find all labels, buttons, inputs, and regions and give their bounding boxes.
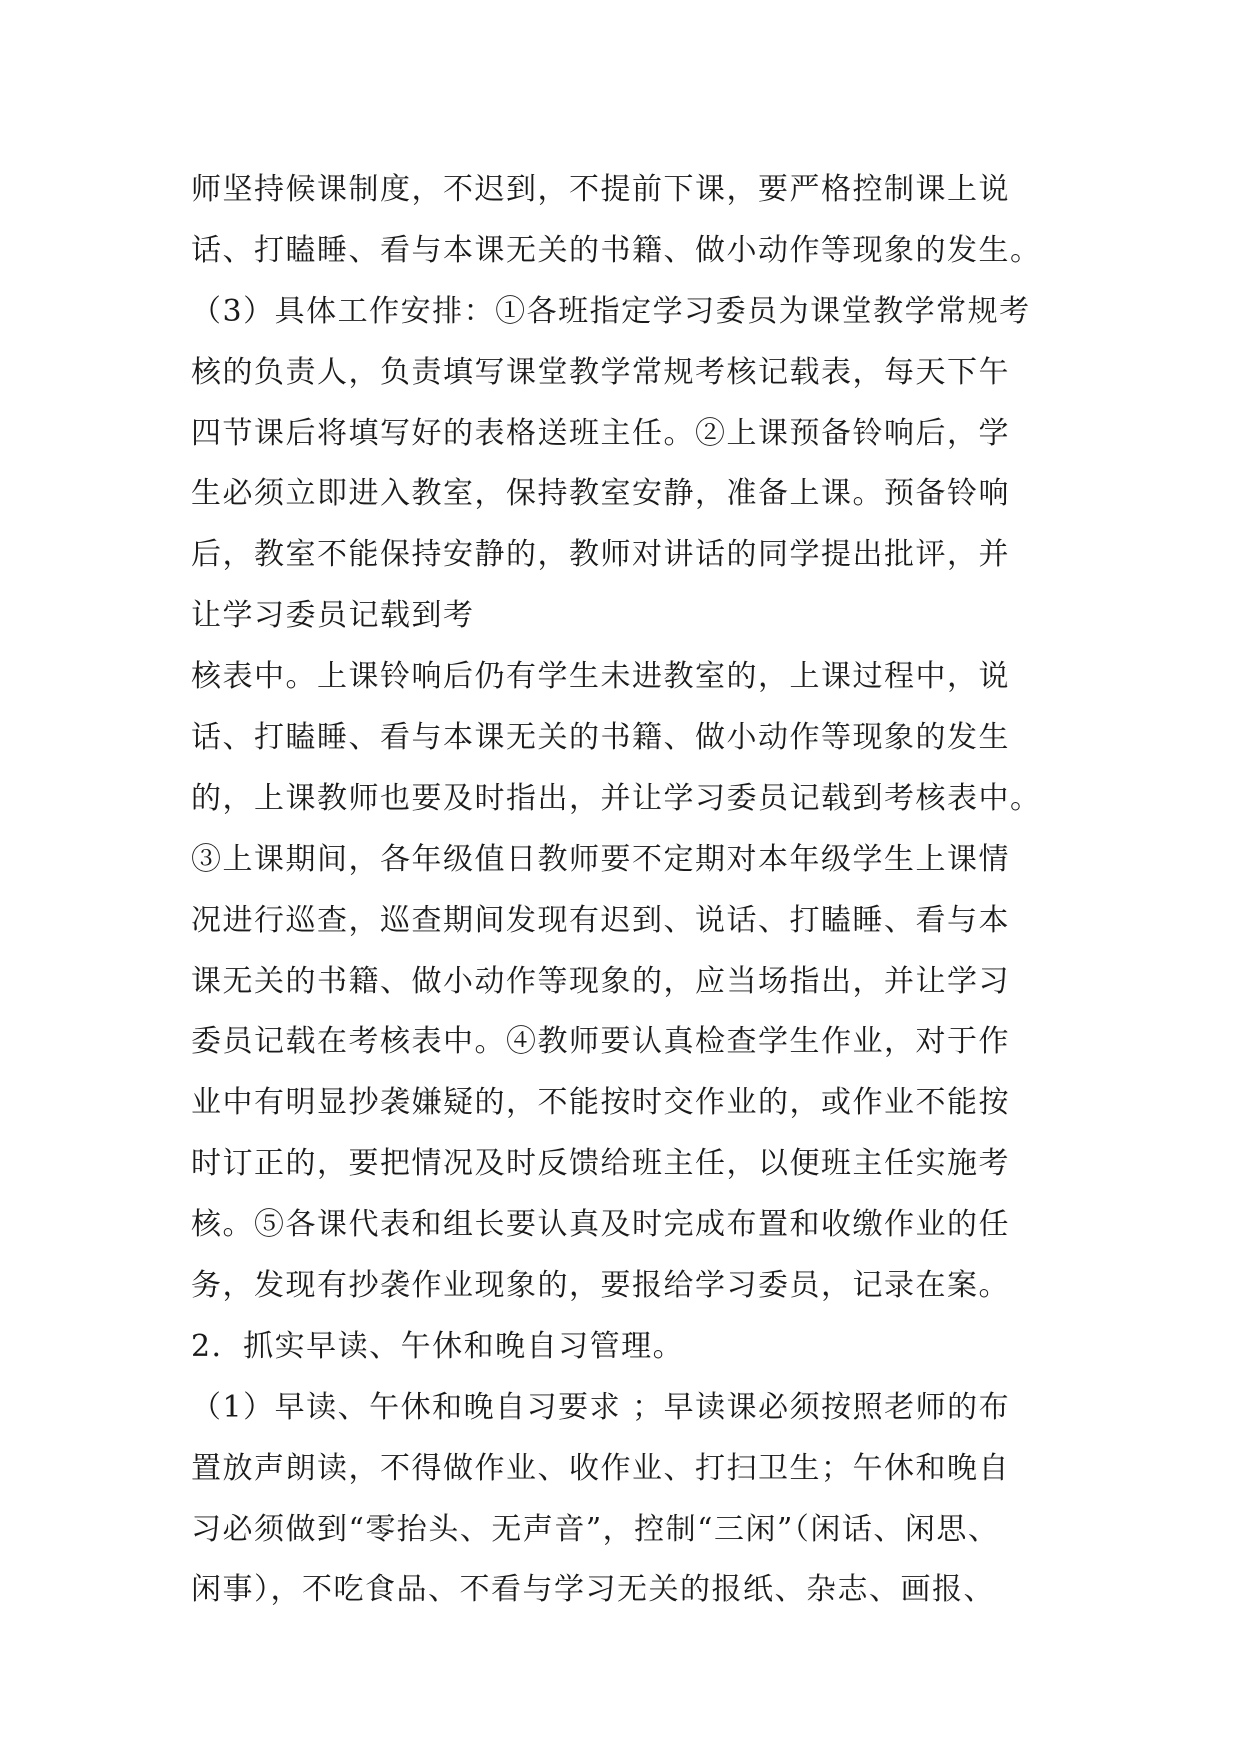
text-line: ③上课期间，各年级值日教师要不定期对本年级学生上课情 bbox=[191, 841, 1010, 877]
body-text bbox=[191, 160, 1071, 1621]
text-line: （1）早读、午休和晚自习要求 ；早读课必须按照老师的布 bbox=[191, 1389, 1011, 1425]
text-line: 业中有明显抄袭嫌疑的，不能按时交作业的，或作业不能按 bbox=[191, 1085, 1010, 1121]
text-line: 师坚持候课制度，不迟到，不提前下课，要严格控制课上说 bbox=[191, 172, 1010, 207]
text-line: 生必须立即进入教室，保持教室安静，准备上课。预备铃响 bbox=[191, 476, 1010, 512]
text-line: 习必须做到“零抬头、无声音”，控制“三闲”（闲话、闲思、 bbox=[191, 1511, 1000, 1547]
text-line: （3）具体工作安排：①各班指定学习委员为课堂教学常规考 bbox=[191, 293, 1031, 329]
text-line: 务，发现有抄袭作业现象的，要报给学习委员，记录在案。 bbox=[191, 1268, 1010, 1304]
text-line: 置放声朗读，不得做作业、收作业、打扫卫生；午休和晚自 bbox=[191, 1450, 1010, 1486]
text-line: 核表中。上课铃响后仍有学生未进教室的，上课过程中，说 bbox=[191, 659, 1010, 695]
text-line: 四节课后将填写好的表格送班主任。②上课预备铃响后，学 bbox=[191, 415, 1010, 451]
text-line: 核的负责人，负责填写课堂教学常规考核记载表，每天下午 bbox=[191, 354, 1010, 390]
text-line: 况进行巡查，巡查期间发现有迟到、说话、打瞌睡、看与本 bbox=[191, 902, 1010, 938]
text-line: 话、打瞌睡、看与本课无关的书籍、做小动作等现象的发生。 bbox=[191, 232, 1042, 268]
text-line: 核。⑤各课代表和组长要认真及时完成布置和收缴作业的任 bbox=[191, 1207, 1010, 1243]
section-heading: 2．抓实早读、午休和晚自习管理。 bbox=[191, 1328, 685, 1364]
text-line: 让学习委员记载到考 bbox=[191, 598, 475, 634]
text-line: 课无关的书籍、做小动作等现象的，应当场指出，并让学习 bbox=[191, 963, 1010, 999]
text-line: 的，上课教师也要及时指出，并让学习委员记载到考核表中。 bbox=[191, 780, 1042, 816]
text-line: 闲事），不吃食品、不看与学习无关的报纸、杂志、画报、 bbox=[191, 1572, 995, 1608]
text-line: 委员记载在考核表中。④教师要认真检查学生作业，对于作 bbox=[191, 1024, 1010, 1060]
text-line: 时订正的，要把情况及时反馈给班主任，以便班主任实施考 bbox=[191, 1146, 1010, 1182]
text-line: 话、打瞌睡、看与本课无关的书籍、做小动作等现象的发生 bbox=[191, 720, 1010, 756]
text-line: 后，教室不能保持安静的，教师对讲话的同学提出批评，并 bbox=[191, 537, 1010, 573]
